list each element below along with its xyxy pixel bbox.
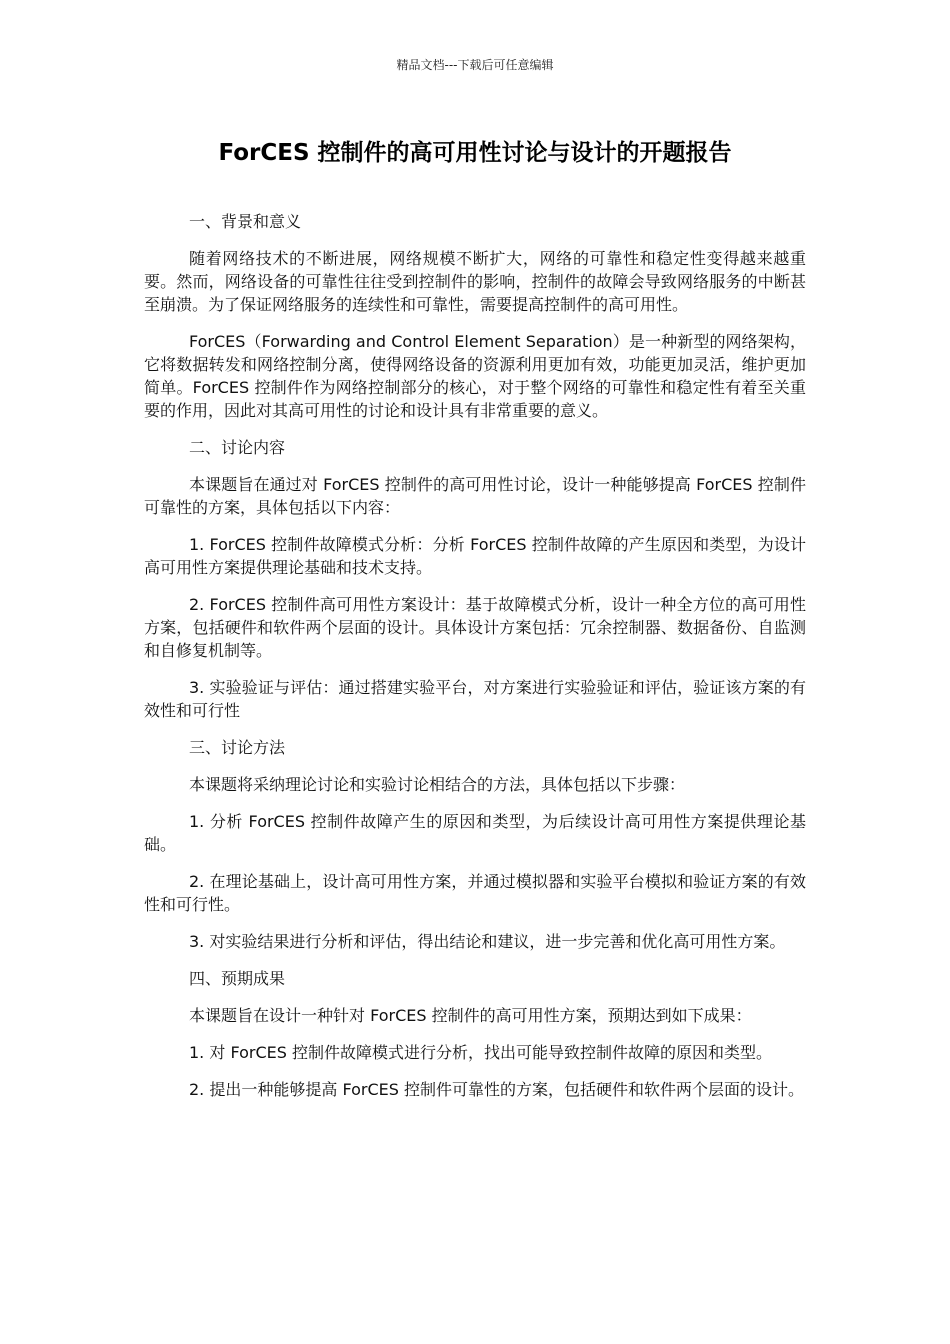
list-item: 1. 对 ForCES 控制件故障模式进行分析，找出可能导致控制件故障的原因和类型。 xyxy=(189,1043,772,1062)
section-heading: 三、讨论方法 xyxy=(189,738,286,757)
section-background xyxy=(144,210,806,422)
list-item: 2. 在理论基础上，设计高可用性方案，并通过模拟器和实验平台模拟和验证方案的有效性和可行性。 xyxy=(144,872,806,914)
document-body xyxy=(144,210,806,1115)
list-item: 1. ForCES 控制件故障模式分析：分析 ForCES 控制件故障的产生原因和类型，为设计高可用性方案提供理论基础和技术支持。 xyxy=(144,535,806,577)
paragraph: 本课题旨在通过对 ForCES 控制件的高可用性讨论，设计一种能够提高 ForCES 控制件可靠性的方案，具体包括以下内容： xyxy=(144,475,806,517)
section-expected-results xyxy=(144,967,806,1101)
section-method xyxy=(144,736,806,953)
section-heading: 四、预期成果 xyxy=(189,969,286,988)
list-item: 1. 分析 ForCES 控制件故障产生的原因和类型，为后续设计高可用性方案提供理论基础。 xyxy=(144,812,806,854)
list-item: 2. ForCES 控制件高可用性方案设计：基于故障模式分析，设计一种全方位的高可用性方案，包括硬件和软件两个层面的设计。具体设计方案包括：冗余控制器、数据备份、自监测和自修复机制等。 xyxy=(144,595,806,660)
list-item: 3. 实验验证与评估：通过搭建实验平台，对方案进行实验验证和评估，验证该方案的有效性和可行性 xyxy=(144,678,806,720)
section-heading: 二、讨论内容 xyxy=(189,438,286,457)
document-title: ForCES 控制件的高可用性讨论与设计的开题报告 xyxy=(218,140,732,166)
section-content xyxy=(144,436,806,722)
section-heading: 一、背景和意义 xyxy=(189,212,302,231)
paragraph: ForCES（Forwarding and Control Element Separation）是一种新型的网络架构，它将数据转发和网络控制分离，使得网络设备的资源利用更加有效，功能更加灵活，维护更加简单。ForCES 控制件作为网络控制部分的核心，对于整个网络的可靠性和稳定性有着至关重要的作用，因此对其高可用性的讨论和设计具有非常重要的意义。 xyxy=(144,332,806,420)
paragraph: 本课题旨在设计一种针对 ForCES 控制件的高可用性方案，预期达到如下成果： xyxy=(189,1006,752,1025)
list-item: 2. 提出一种能够提高 ForCES 控制件可靠性的方案，包括硬件和软件两个层面的设计。 xyxy=(189,1080,804,1099)
paragraph: 随着网络技术的不断进展，网络规模不断扩大，网络的可靠性和稳定性变得越来越重要。然而，网络设备的可靠性往往受到控制件的影响，控制件的故障会导致网络服务的中断甚至崩溃。为了保证网络服务的连续性和可靠性，需要提高控制件的高可用性。 xyxy=(144,249,806,314)
header-note: 精品文档---下载后可任意编辑 xyxy=(396,58,554,72)
list-item: 3. 对实验结果进行分析和评估，得出结论和建议，进一步完善和优化高可用性方案。 xyxy=(189,932,786,951)
paragraph: 本课题将采纳理论讨论和实验讨论相结合的方法，具体包括以下步骤： xyxy=(189,775,686,794)
